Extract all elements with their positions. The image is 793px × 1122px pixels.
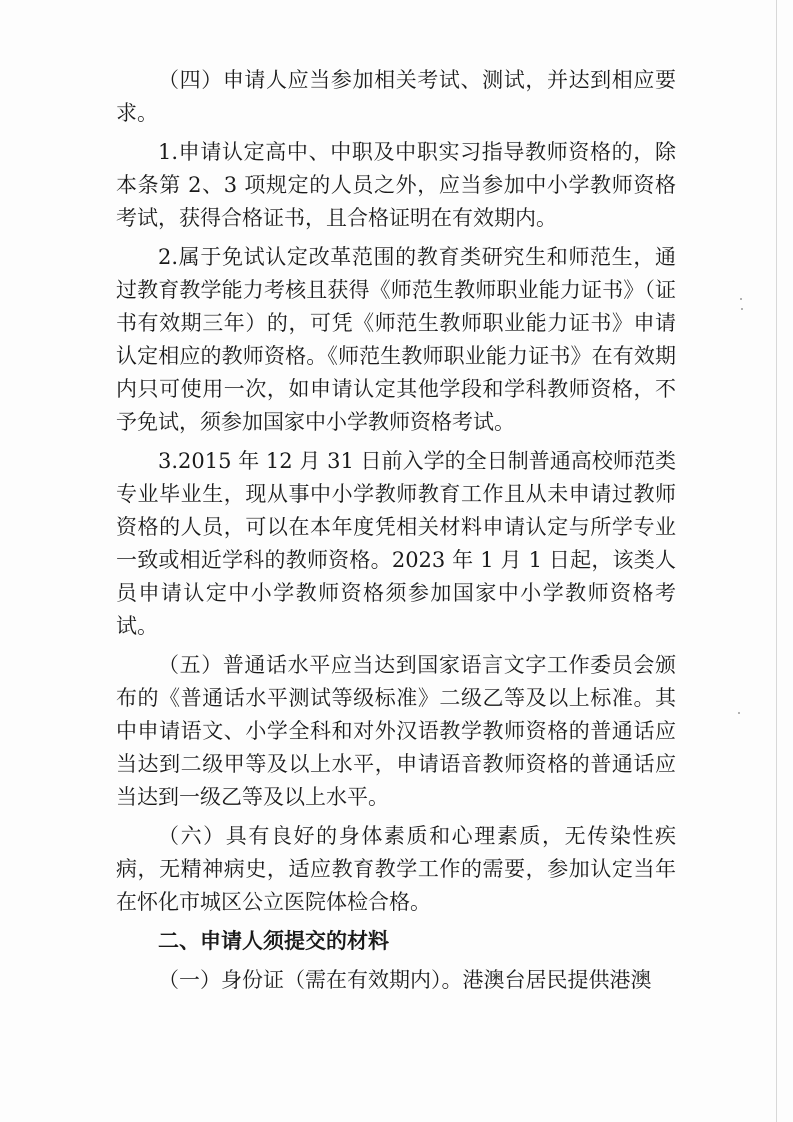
scan-speck — [740, 298, 742, 300]
scan-speck — [741, 308, 743, 310]
paragraph-item-1: 1.申请认定高中、中职及中职实习指导教师资格的，除本条第 2、3 项规定的人员之外，应当参加中小学教师资格考试，获得合格证书，且合格证明在有效期内。 — [116, 140, 676, 230]
paragraph-health-requirement: （六）具有良好的身体素质和心理素质，无传染性疾病，无精神病史，适应教育教学工作的需要，参加认定当年在怀化市城区公立医院体检合格。 — [116, 824, 676, 914]
document-body — [116, 64, 676, 1003]
paragraph-id-card: （一）身份证（需在有效期内）。港澳台居民提供港澳 — [158, 968, 652, 992]
paragraph-mandarin-requirement: （五）普通话水平应当达到国家语言文字工作委员会颁布的《普通话水平测试等级标准》二级乙等及以上标准。其中申请语文、小学全科和对外汉语教学教师资格的普通话应当达到二级甲等及以上水平，申请语音教师资格的普通话应当达到一级乙等及以上水平。 — [116, 653, 676, 809]
scan-edge-line — [776, 0, 777, 1122]
scan-speck — [738, 712, 740, 714]
section-heading-materials: 二、申请人须提交的材料 — [158, 929, 389, 953]
paragraph-exam-requirement: （四）申请人应当参加相关考试、测试，并达到相应要求。 — [116, 68, 676, 125]
paragraph-item-2: 2.属于免试认定改革范围的教育类研究生和师范生，通过教育教学能力考核且获得《师范生教师职业能力证书》（证书有效期三年）的，可凭《师范生教师职业能力证书》申请认定相应的教师资格。《师范生教师职业能力证书》在有效期内只可使用一次，如申请认定其他学段和学科教师资格，不予免试，须参加国家中小学教师资格考试。 — [116, 245, 676, 434]
paragraph-item-3: 3.2015 年 12 月 31 日前入学的全日制普通高校师范类专业毕业生，现从事中小学教师教育工作且从未申请过教师资格的人员，可以在本年度凭相关材料申请认定与所学专业一致或相近学科的教师资格。2023 年 1 月 1 日起，该类人员申请认定中小学教师资格须参加国家中小学教师资格考试。 — [116, 449, 676, 638]
